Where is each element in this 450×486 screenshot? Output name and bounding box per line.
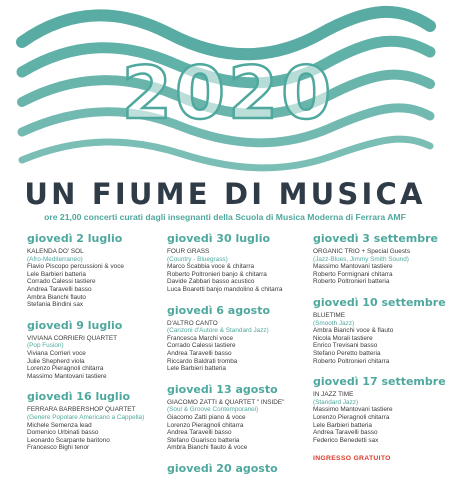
event-date: giovedì 3 settembre: [313, 232, 438, 245]
performer-line: Roberto Poltronieri banjo & chitarra: [167, 270, 267, 278]
event-date: giovedì 10 settembre: [313, 295, 446, 309]
event-date: giovedì 20 agosto: [167, 461, 278, 475]
performer-line: Nicola Morali tastiere: [313, 334, 373, 342]
band-name: ORGANIC TRIO + Special Guests: [313, 248, 411, 255]
event-entry: [313, 375, 445, 444]
event-genre: (Standard Jazz): [313, 398, 359, 406]
event-date: giovedì 9 luglio: [27, 318, 123, 332]
event-entry: [27, 319, 159, 381]
event-genre: (Afro-Mediterraneo): [27, 255, 83, 263]
performer-line: Roberto Poltronieri batteria: [313, 278, 390, 286]
performer-line: Lorenzo Pieragnoli chitarra: [27, 365, 104, 373]
schedule-column-1: [27, 232, 159, 462]
schedule-column-2: [167, 232, 307, 486]
performer-line: Francesca Marchi voce: [167, 334, 234, 342]
event-date: giovedì 6 agosto: [167, 303, 271, 317]
subtitle: ore 21,00 concerti curati dagli insegnanti della Scuola di Musica Moderna di Ferrara AMF: [44, 212, 406, 222]
event-entry: [313, 296, 445, 365]
event-entry: [167, 462, 307, 476]
performer-line: Ambra Bianchi voce & flauto: [313, 327, 394, 335]
performer-line: Lele Barbieri batteria: [27, 270, 86, 278]
event-genre: (Smooth Jazz): [313, 319, 355, 327]
performer-line: Viviana Corrieri voce: [27, 349, 86, 357]
performer-line: Flavio Piscopo percussioni & voce: [27, 263, 124, 271]
performer-line: Corrado Calessi tastiere: [167, 342, 236, 350]
band-name: GIACOMO ZATTI & QUARTET " INSIDE": [167, 398, 285, 406]
band-name: IN JAZZ TIME: [313, 391, 354, 399]
performer-line: Ambra Bianchi flauto: [27, 293, 86, 301]
band-name: FOUR GRASS: [167, 248, 210, 255]
schedule-column-3: [313, 232, 445, 463]
performer-line: Roberto Formignani chitarra: [313, 270, 393, 278]
performer-line: Domenico Urbinati basso: [27, 429, 99, 437]
performer-line: Luca Boaretti banjo mandolino & chitarra: [167, 285, 283, 293]
river-wave-graphic: [0, 0, 450, 180]
performer-line: Andrea Taravelli basso: [167, 429, 232, 437]
performer-line: Federico Benedetti sax: [313, 436, 379, 444]
performer-line: Lele Barbieri batteria: [167, 365, 226, 373]
performer-line: Riccardo Baldrati tromba: [167, 357, 238, 365]
band-name: FERRARA BARBERSHOP QUARTET: [27, 406, 136, 414]
event-genre: (Soul & Groove Contemporanei): [167, 406, 259, 414]
band-name: KALENDA DO' SOL: [27, 248, 84, 255]
event-genre: (Country - Bluegrass): [167, 255, 228, 263]
performer-line: Enrico Trevisani basso: [313, 342, 378, 350]
event-entry: [313, 232, 445, 286]
main-title: UN FIUME DI MUSICA: [24, 177, 426, 211]
band-name: VIVIANA CORRIERI QUARTET: [27, 334, 118, 342]
event-date: giovedì 2 luglio: [27, 232, 123, 245]
performer-line: Massimo Mantovani tastiere: [313, 406, 393, 414]
performer-line: Davide Zabbari basso acustico: [167, 278, 255, 286]
event-entry: [167, 304, 307, 373]
performer-line: Michele Semenza lead: [27, 421, 92, 429]
performer-line: Stefania Bindini sax: [27, 301, 84, 309]
performer-line: Francesco Bighi tenor: [27, 444, 90, 452]
performer-line: Andrea Taravelli basso: [313, 429, 378, 437]
event-entry: [167, 232, 307, 294]
event-entry: [27, 232, 159, 309]
performer-line: Stefano Peretto batteria: [313, 349, 381, 357]
performer-line: Andrea Taravelli basso: [27, 285, 92, 293]
event-genre: (Pop Fusion): [27, 342, 64, 350]
performer-line: Massimo Mantovani tastiere: [27, 372, 107, 380]
event-genre: (Canzoni d'Autore & Standard Jazz): [167, 327, 269, 335]
performer-line: Lorenzo Pieragnoli chitarra: [167, 421, 244, 429]
performer-line: Massimo Mantovani tastiere: [313, 263, 393, 271]
year-text: 2020: [121, 51, 335, 135]
event-genre: (Jazz-Blues, Jimmy Smith Sound): [313, 255, 409, 263]
event-date: giovedì 16 luglio: [27, 390, 131, 404]
performer-line: Giacomo Zatti piano & voce: [167, 413, 246, 421]
performer-line: Roberto Poltronieri chitarra: [313, 357, 390, 365]
band-name: D'ALTRO CANTO: [167, 319, 218, 327]
event-date: giovedì 13 agosto: [167, 382, 278, 396]
free-entry-notice: INGRESSO GRATUITO: [313, 455, 391, 463]
performer-line: Lele Barbieri batteria: [313, 421, 372, 429]
performer-line: Corrado Calessi tastiere: [27, 278, 96, 286]
performer-line: Andrea Taravelli basso: [167, 349, 232, 357]
band-name: BLUETIME: [313, 311, 345, 319]
event-entry: [167, 383, 307, 452]
event-genre: (Genere Popolare Americano a Cappella): [27, 413, 145, 421]
performer-line: Leonardo Scarpante baritono: [27, 436, 110, 444]
performer-line: Lorenzo Pieragnoli chitarra: [313, 413, 390, 421]
performer-line: Ambra Bianchi flauto & voce: [167, 444, 248, 452]
performer-line: Stefano Guarisco batteria: [167, 436, 240, 444]
performer-line: Marco Scabbia voce & chitarra: [167, 263, 255, 271]
event-date: giovedì 30 luglio: [167, 232, 271, 245]
event-date: giovedì 17 settembre: [313, 375, 446, 389]
event-entry: [27, 390, 159, 452]
performer-line: Julie Shepherd viola: [27, 357, 85, 365]
